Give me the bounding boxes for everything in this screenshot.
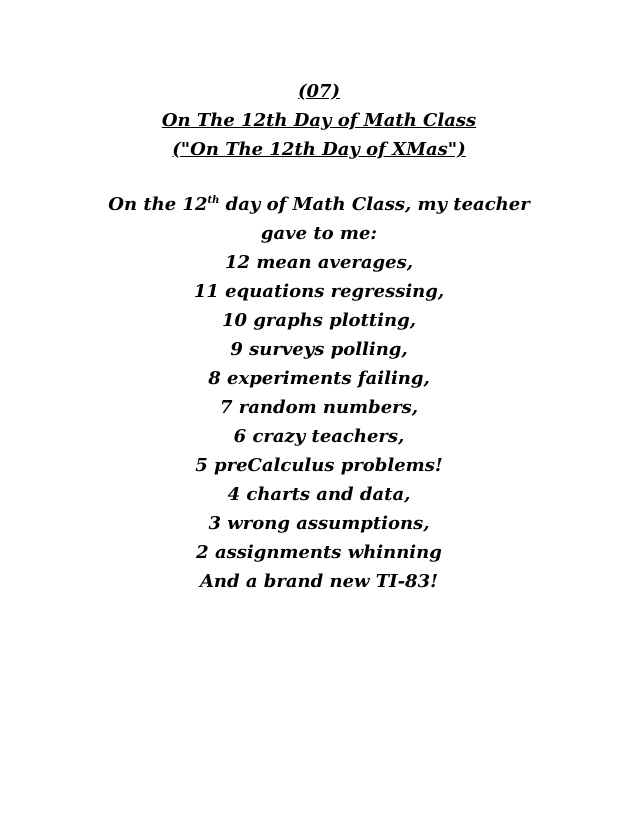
- verse-line: 6 crazy teachers,: [233, 426, 405, 447]
- verse-intro-superscript: th: [207, 195, 220, 206]
- verse-line: 3 wrong assumptions,: [208, 513, 430, 534]
- verse-line: 5 preCalculus problems!: [195, 455, 443, 476]
- verse-intro-line-2: gave to me:: [260, 223, 378, 244]
- verse-line: And a brand new TI-83!: [199, 571, 439, 592]
- verse-line: 9 surveys polling,: [230, 339, 408, 360]
- verse-line: 12 mean averages,: [225, 252, 413, 273]
- verse-line: 2 assignments whinning: [196, 542, 442, 563]
- verse-intro-after: day of Math Class, my teacher: [219, 194, 530, 215]
- verse-line: 8 experiments failing,: [208, 368, 430, 389]
- verse-intro-line: [0, 190, 638, 219]
- song-subtitle: ("On The 12th Day of XMas"): [172, 139, 466, 160]
- verse-line: 7 random numbers,: [219, 397, 419, 418]
- song-number: (07): [297, 81, 341, 102]
- verse-line: 4 charts and data,: [227, 484, 411, 505]
- verse-line: 11 equations regressing,: [193, 281, 445, 302]
- verse-block: [0, 190, 638, 596]
- verse-line: 10 graphs plotting,: [222, 310, 416, 331]
- song-title: On The 12th Day of Math Class: [161, 110, 477, 131]
- verse-intro-before: On the 12: [108, 194, 208, 215]
